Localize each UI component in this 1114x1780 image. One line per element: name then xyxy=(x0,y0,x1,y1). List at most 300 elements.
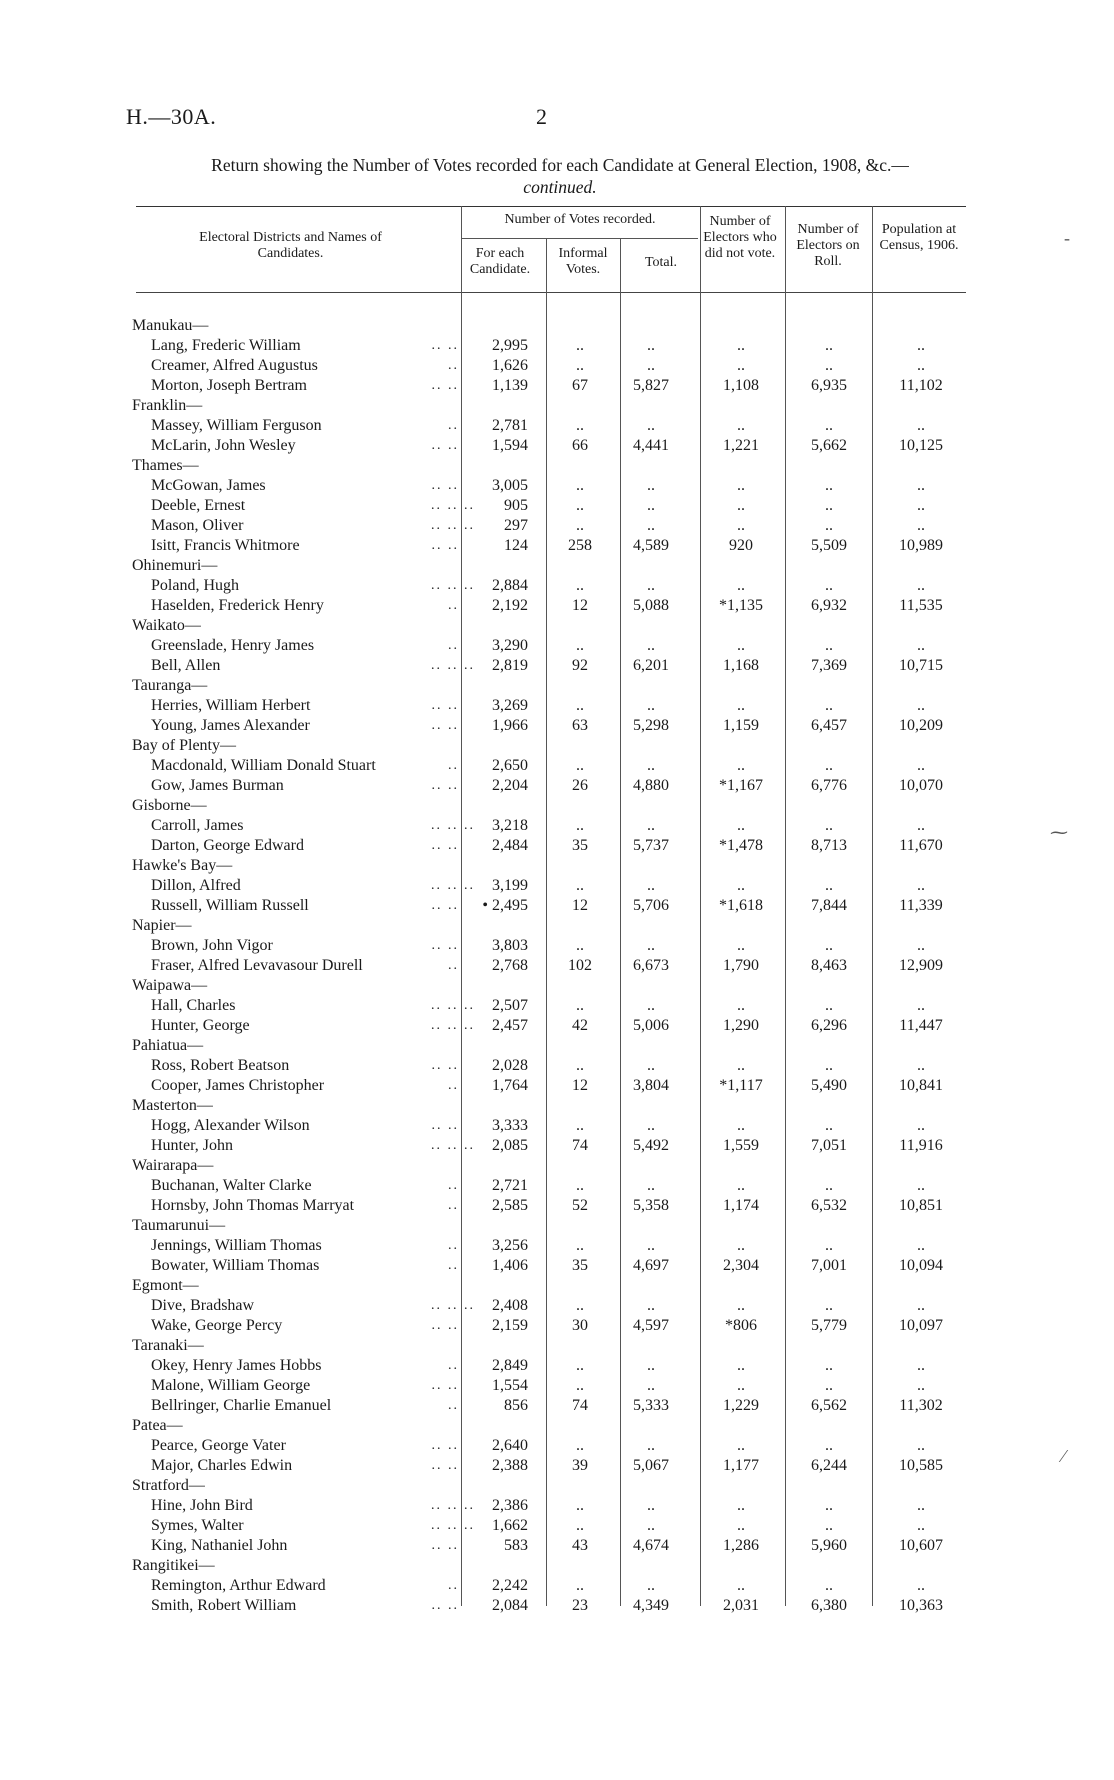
total-cell: .. xyxy=(647,817,655,834)
did-not-vote-cell: .. xyxy=(737,357,745,374)
informal-cell: .. xyxy=(576,1117,584,1134)
votes-cell: 2,995 xyxy=(492,337,528,354)
informal-cell: 92 xyxy=(572,657,588,674)
candidate-name: Gow, James Burman xyxy=(151,777,284,794)
votes-cell: 2,640 xyxy=(492,1437,528,1454)
candidate-name: McLarin, John Wesley xyxy=(151,437,296,454)
total-cell: .. xyxy=(647,877,655,894)
on-roll-cell: .. xyxy=(825,1377,833,1394)
candidate-row xyxy=(0,1456,1114,1476)
district-row xyxy=(0,976,1114,996)
leader-dots: .. xyxy=(448,1258,459,1273)
population-cell: .. xyxy=(917,1177,925,1194)
leader-dots: .. .. .. xyxy=(431,1518,475,1533)
district-row xyxy=(0,456,1114,476)
did-not-vote-cell: 1,168 xyxy=(723,657,759,674)
candidate-name: Ross, Robert Beatson xyxy=(151,1057,290,1074)
leader-dots: .. .. .. xyxy=(431,498,475,513)
informal-cell: .. xyxy=(576,577,584,594)
population-cell: .. xyxy=(917,1237,925,1254)
on-roll-cell: .. xyxy=(825,417,833,434)
informal-cell: .. xyxy=(576,1377,584,1394)
votes-cell: 2,849 xyxy=(492,1357,528,1374)
candidate-row xyxy=(0,636,1114,656)
did-not-vote-cell: .. xyxy=(737,1117,745,1134)
population-cell: 11,302 xyxy=(899,1397,943,1414)
informal-cell: .. xyxy=(576,937,584,954)
candidate-name: Herries, William Herbert xyxy=(151,697,311,714)
population-cell: .. xyxy=(917,337,925,354)
did-not-vote-cell: .. xyxy=(737,497,745,514)
district-name: Rangitikei— xyxy=(132,1557,215,1574)
informal-cell: .. xyxy=(576,1517,584,1534)
population-cell: .. xyxy=(917,497,925,514)
total-cell: 5,067 xyxy=(633,1457,669,1474)
district-name: Napier— xyxy=(132,917,192,934)
on-roll-cell: 6,776 xyxy=(811,777,847,794)
district-name: Tauranga— xyxy=(132,677,208,694)
total-cell: .. xyxy=(647,637,655,654)
votes-cell: 2,884 xyxy=(492,577,528,594)
on-roll-cell: 7,369 xyxy=(811,657,847,674)
total-cell: 4,349 xyxy=(633,1597,669,1614)
on-roll-cell: .. xyxy=(825,937,833,954)
header-subrule xyxy=(462,238,698,239)
population-cell: .. xyxy=(917,1357,925,1374)
population-cell: .. xyxy=(917,1117,925,1134)
population-cell: .. xyxy=(917,1517,925,1534)
on-roll-cell: 5,490 xyxy=(811,1077,847,1094)
population-cell: 11,339 xyxy=(899,897,943,914)
did-not-vote-cell: .. xyxy=(737,997,745,1014)
candidate-row xyxy=(0,956,1114,976)
district-row xyxy=(0,796,1114,816)
candidate-row xyxy=(0,1376,1114,1396)
on-roll-cell: 6,457 xyxy=(811,717,847,734)
on-roll-cell: 6,296 xyxy=(811,1017,847,1034)
candidate-name: Morton, Joseph Bertram xyxy=(151,377,307,394)
informal-cell: 63 xyxy=(572,717,588,734)
leader-dots: .. .. xyxy=(431,838,459,853)
leader-dots: .. .. .. xyxy=(431,658,475,673)
population-cell: 12,909 xyxy=(899,957,943,974)
total-cell: 5,492 xyxy=(633,1137,669,1154)
header-total: Total. xyxy=(644,255,678,270)
informal-cell: 35 xyxy=(572,1257,588,1274)
votes-cell: 3,218 xyxy=(492,817,528,834)
did-not-vote-cell: 2,031 xyxy=(723,1597,759,1614)
population-cell: .. xyxy=(917,637,925,654)
leader-dots: .. .. xyxy=(431,1538,459,1553)
on-roll-cell: .. xyxy=(825,477,833,494)
title-text: Return showing the Number of Votes recorded for each Candidate at General Election, 1908, &c.— xyxy=(211,155,909,175)
candidate-name: Russell, William Russell xyxy=(151,897,309,914)
votes-cell: 3,269 xyxy=(492,697,528,714)
informal-cell: .. xyxy=(576,1057,584,1074)
candidate-name: Massey, William Ferguson xyxy=(151,417,322,434)
did-not-vote-cell: .. xyxy=(737,697,745,714)
on-roll-cell: .. xyxy=(825,1357,833,1374)
votes-cell: 1,554 xyxy=(492,1377,528,1394)
did-not-vote-cell: .. xyxy=(737,1177,745,1194)
votes-cell: 2,386 xyxy=(492,1497,528,1514)
votes-cell: 2,457 xyxy=(492,1017,528,1034)
leader-dots: .. .. xyxy=(431,778,459,793)
votes-cell: 2,819 xyxy=(492,657,528,674)
leader-dots: .. .. xyxy=(431,438,459,453)
votes-cell: 2,585 xyxy=(492,1197,528,1214)
candidate-name: Dive, Bradshaw xyxy=(151,1297,255,1314)
population-cell: 10,851 xyxy=(899,1197,943,1214)
total-cell: 4,589 xyxy=(633,537,669,554)
votes-cell: 2,781 xyxy=(492,417,528,434)
candidate-name: King, Nathaniel John xyxy=(151,1537,288,1554)
on-roll-cell: 7,051 xyxy=(811,1137,847,1154)
on-roll-cell: .. xyxy=(825,697,833,714)
informal-cell: 39 xyxy=(572,1457,588,1474)
leader-dots: .. .. xyxy=(431,1378,459,1393)
total-cell: 4,697 xyxy=(633,1257,669,1274)
candidate-name: Hunter, George xyxy=(151,1017,250,1034)
did-not-vote-cell: .. xyxy=(737,337,745,354)
votes-cell: 1,626 xyxy=(492,357,528,374)
candidate-name: Bellringer, Charlie Emanuel xyxy=(151,1397,332,1414)
on-roll-cell: .. xyxy=(825,1117,833,1134)
header-informal: Informal Votes. xyxy=(558,246,608,277)
leader-dots: .. .. xyxy=(431,538,459,553)
candidate-row xyxy=(0,1256,1114,1276)
candidate-name: Poland, Hugh xyxy=(151,577,239,594)
votes-cell: 2,507 xyxy=(492,997,528,1014)
leader-dots: .. .. xyxy=(431,1318,459,1333)
did-not-vote-cell: .. xyxy=(737,577,745,594)
district-row xyxy=(0,556,1114,576)
on-roll-cell: .. xyxy=(825,817,833,834)
total-cell: .. xyxy=(647,1517,655,1534)
candidate-name: Buchanan, Walter Clarke xyxy=(151,1177,312,1194)
margin-mark: ⁓ xyxy=(1050,822,1068,842)
population-cell: .. xyxy=(917,1577,925,1594)
leader-dots: .. .. .. xyxy=(431,1138,475,1153)
informal-cell: .. xyxy=(576,757,584,774)
did-not-vote-cell: .. xyxy=(737,1237,745,1254)
district-row xyxy=(0,1556,1114,1576)
did-not-vote-cell: 1,159 xyxy=(723,717,759,734)
candidate-row xyxy=(0,1076,1114,1096)
leader-dots: .. .. xyxy=(431,938,459,953)
district-row xyxy=(0,1156,1114,1176)
informal-cell: 12 xyxy=(572,897,588,914)
district-row xyxy=(0,396,1114,416)
district-name: Hawke's Bay— xyxy=(132,857,233,874)
candidate-name: Macdonald, William Donald Stuart xyxy=(151,757,376,774)
candidate-row xyxy=(0,516,1114,536)
page-title xyxy=(120,154,1000,198)
candidate-row xyxy=(0,936,1114,956)
candidate-row xyxy=(0,1176,1114,1196)
votes-cell: 1,139 xyxy=(492,377,528,394)
votes-cell: 2,085 xyxy=(492,1137,528,1154)
total-cell: 5,006 xyxy=(633,1017,669,1034)
informal-cell: .. xyxy=(576,1177,584,1194)
total-cell: .. xyxy=(647,997,655,1014)
leader-dots: .. .. .. xyxy=(431,518,475,533)
population-cell: 10,841 xyxy=(899,1077,943,1094)
leader-dots: .. .. xyxy=(431,718,459,733)
population-cell: .. xyxy=(917,817,925,834)
district-row xyxy=(0,676,1114,696)
candidate-row xyxy=(0,356,1114,376)
on-roll-cell: .. xyxy=(825,1297,833,1314)
candidate-row xyxy=(0,416,1114,436)
leader-dots: .. xyxy=(448,1078,459,1093)
total-cell: .. xyxy=(647,1057,655,1074)
candidate-row xyxy=(0,536,1114,556)
district-name: Stratford— xyxy=(132,1477,205,1494)
district-row xyxy=(0,736,1114,756)
candidate-row xyxy=(0,876,1114,896)
candidate-name: Carroll, James xyxy=(151,817,244,834)
population-cell: 10,585 xyxy=(899,1457,943,1474)
total-cell: .. xyxy=(647,1497,655,1514)
votes-cell: 2,408 xyxy=(492,1297,528,1314)
total-cell: .. xyxy=(647,937,655,954)
on-roll-cell: .. xyxy=(825,497,833,514)
population-cell: 10,070 xyxy=(899,777,943,794)
candidate-name: Deeble, Ernest xyxy=(151,497,246,514)
votes-cell: 905 xyxy=(504,497,528,514)
did-not-vote-cell: .. xyxy=(737,817,745,834)
population-cell: .. xyxy=(917,1497,925,1514)
informal-cell: .. xyxy=(576,497,584,514)
did-not-vote-cell: .. xyxy=(737,1497,745,1514)
candidate-name: Isitt, Francis Whitmore xyxy=(151,537,300,554)
candidate-name: Pearce, George Vater xyxy=(151,1437,286,1454)
informal-cell: .. xyxy=(576,1437,584,1454)
did-not-vote-cell: 1,286 xyxy=(723,1537,759,1554)
document-reference: H.—30A. xyxy=(126,104,217,129)
on-roll-cell: 7,844 xyxy=(811,897,847,914)
votes-cell: 2,388 xyxy=(492,1457,528,1474)
did-not-vote-cell: .. xyxy=(737,1517,745,1534)
candidate-name: Hunter, John xyxy=(151,1137,234,1154)
candidate-name: Bowater, William Thomas xyxy=(151,1257,320,1274)
on-roll-cell: .. xyxy=(825,757,833,774)
total-cell: 6,201 xyxy=(633,657,669,674)
on-roll-cell: 6,532 xyxy=(811,1197,847,1214)
on-roll-cell: 5,960 xyxy=(811,1537,847,1554)
informal-cell: .. xyxy=(576,1297,584,1314)
district-name: Masterton— xyxy=(132,1097,213,1114)
district-row xyxy=(0,1036,1114,1056)
district-name: Thames— xyxy=(132,457,199,474)
did-not-vote-cell: *1,478 xyxy=(719,837,763,854)
informal-cell: 258 xyxy=(568,537,592,554)
candidate-name: Wake, George Percy xyxy=(151,1317,283,1334)
on-roll-cell: 5,779 xyxy=(811,1317,847,1334)
candidate-row xyxy=(0,1136,1114,1156)
candidate-name: Malone, William George xyxy=(151,1377,311,1394)
votes-cell: 124 xyxy=(504,537,528,554)
population-cell: .. xyxy=(917,1297,925,1314)
candidate-name: Darton, George Edward xyxy=(151,837,304,854)
informal-cell: 26 xyxy=(572,777,588,794)
candidate-name: Young, James Alexander xyxy=(151,717,310,734)
on-roll-cell: .. xyxy=(825,1517,833,1534)
candidate-name: Lang, Frederic William xyxy=(151,337,301,354)
district-name: Waikato— xyxy=(132,617,201,634)
votes-cell: 2,768 xyxy=(492,957,528,974)
leader-dots: .. xyxy=(448,1198,459,1213)
on-roll-cell: 5,662 xyxy=(811,437,847,454)
informal-cell: 42 xyxy=(572,1017,588,1034)
candidate-row xyxy=(0,596,1114,616)
informal-cell: 12 xyxy=(572,1077,588,1094)
informal-cell: 35 xyxy=(572,837,588,854)
candidate-row xyxy=(0,1236,1114,1256)
candidate-row xyxy=(0,1356,1114,1376)
population-cell: .. xyxy=(917,517,925,534)
did-not-vote-cell: .. xyxy=(737,1357,745,1374)
candidate-name: Cooper, James Christopher xyxy=(151,1077,325,1094)
did-not-vote-cell: 1,290 xyxy=(723,1017,759,1034)
total-cell: .. xyxy=(647,497,655,514)
page-number: 2 xyxy=(536,104,547,129)
informal-cell: 30 xyxy=(572,1317,588,1334)
did-not-vote-cell: *1,117 xyxy=(719,1077,763,1094)
votes-cell: 2,650 xyxy=(492,757,528,774)
header-votes-recorded: Number of Votes recorded. xyxy=(504,212,656,227)
on-roll-cell: .. xyxy=(825,997,833,1014)
header-for-each: For each Candidate. xyxy=(469,246,531,277)
population-cell: .. xyxy=(917,417,925,434)
candidate-name: Greenslade, Henry James xyxy=(151,637,315,654)
district-name: Patea— xyxy=(132,1417,183,1434)
informal-cell: .. xyxy=(576,1497,584,1514)
candidate-row xyxy=(0,1116,1114,1136)
total-cell: .. xyxy=(647,417,655,434)
candidate-name: Smith, Robert William xyxy=(151,1597,297,1614)
header-population: Population at Census, 1906. xyxy=(879,222,959,253)
population-cell: 11,447 xyxy=(899,1017,943,1034)
candidate-row xyxy=(0,1496,1114,1516)
candidate-row xyxy=(0,1516,1114,1536)
informal-cell: 43 xyxy=(572,1537,588,1554)
on-roll-cell: .. xyxy=(825,1177,833,1194)
on-roll-cell: .. xyxy=(825,577,833,594)
did-not-vote-cell: .. xyxy=(737,1057,745,1074)
did-not-vote-cell: .. xyxy=(737,877,745,894)
on-roll-cell: 6,932 xyxy=(811,597,847,614)
candidate-name: Hogg, Alexander Wilson xyxy=(151,1117,310,1134)
votes-cell: • 2,495 xyxy=(482,897,528,914)
leader-dots: .. .. xyxy=(431,698,459,713)
results-table xyxy=(0,316,1114,1616)
candidate-row xyxy=(0,1576,1114,1596)
candidate-row xyxy=(0,1016,1114,1036)
did-not-vote-cell: .. xyxy=(737,1297,745,1314)
candidate-name: Fraser, Alfred Levavasour Durell xyxy=(151,957,363,974)
votes-cell: 2,204 xyxy=(492,777,528,794)
leader-dots: .. .. .. xyxy=(431,818,475,833)
leader-dots: .. .. xyxy=(431,1118,459,1133)
population-cell: .. xyxy=(917,1377,925,1394)
candidate-row xyxy=(0,776,1114,796)
district-name: Egmont— xyxy=(132,1277,199,1294)
total-cell: .. xyxy=(647,1377,655,1394)
votes-cell: 3,333 xyxy=(492,1117,528,1134)
population-cell: 10,209 xyxy=(899,717,943,734)
header-on-roll: Number of Electors on Roll. xyxy=(796,222,860,269)
leader-dots: .. .. xyxy=(431,338,459,353)
candidate-row xyxy=(0,836,1114,856)
did-not-vote-cell: .. xyxy=(737,637,745,654)
population-cell: .. xyxy=(917,997,925,1014)
on-roll-cell: .. xyxy=(825,1437,833,1454)
total-cell: 5,088 xyxy=(633,597,669,614)
did-not-vote-cell: 1,790 xyxy=(723,957,759,974)
leader-dots: .. .. .. xyxy=(431,578,475,593)
population-cell: .. xyxy=(917,937,925,954)
candidate-row xyxy=(0,996,1114,1016)
informal-cell: .. xyxy=(576,1577,584,1594)
informal-cell: .. xyxy=(576,697,584,714)
header-bottom-rule xyxy=(136,292,966,293)
population-cell: 10,989 xyxy=(899,537,943,554)
votes-cell: 297 xyxy=(504,517,528,534)
page-header xyxy=(126,104,626,134)
did-not-vote-cell: 1,559 xyxy=(723,1137,759,1154)
total-cell: 4,441 xyxy=(633,437,669,454)
total-cell: .. xyxy=(647,1237,655,1254)
total-cell: .. xyxy=(647,757,655,774)
votes-cell: 2,484 xyxy=(492,837,528,854)
leader-dots: .. .. xyxy=(431,1438,459,1453)
candidate-row xyxy=(0,816,1114,836)
district-row xyxy=(0,1096,1114,1116)
district-name: Ohinemuri— xyxy=(132,557,218,574)
leader-dots: .. xyxy=(448,638,459,653)
did-not-vote-cell: .. xyxy=(737,477,745,494)
votes-cell: 583 xyxy=(504,1537,528,1554)
did-not-vote-cell: 1,229 xyxy=(723,1397,759,1414)
total-cell: 5,827 xyxy=(633,377,669,394)
leader-dots: .. .. .. xyxy=(431,1298,475,1313)
did-not-vote-cell: .. xyxy=(737,1437,745,1454)
did-not-vote-cell: .. xyxy=(737,757,745,774)
did-not-vote-cell: *806 xyxy=(725,1317,757,1334)
on-roll-cell: .. xyxy=(825,1237,833,1254)
total-cell: .. xyxy=(647,477,655,494)
votes-cell: 3,803 xyxy=(492,937,528,954)
margin-mark: ‐ xyxy=(1064,228,1070,248)
votes-cell: 2,721 xyxy=(492,1177,528,1194)
candidate-row xyxy=(0,696,1114,716)
candidate-row xyxy=(0,1536,1114,1556)
population-cell: .. xyxy=(917,1437,925,1454)
votes-cell: 1,594 xyxy=(492,437,528,454)
district-name: Gisborne— xyxy=(132,797,207,814)
total-cell: .. xyxy=(647,517,655,534)
district-row xyxy=(0,916,1114,936)
population-cell: .. xyxy=(917,357,925,374)
did-not-vote-cell: .. xyxy=(737,1377,745,1394)
informal-cell: .. xyxy=(576,477,584,494)
total-cell: 6,673 xyxy=(633,957,669,974)
on-roll-cell: 8,713 xyxy=(811,837,847,854)
informal-cell: .. xyxy=(576,337,584,354)
informal-cell: 67 xyxy=(572,377,588,394)
